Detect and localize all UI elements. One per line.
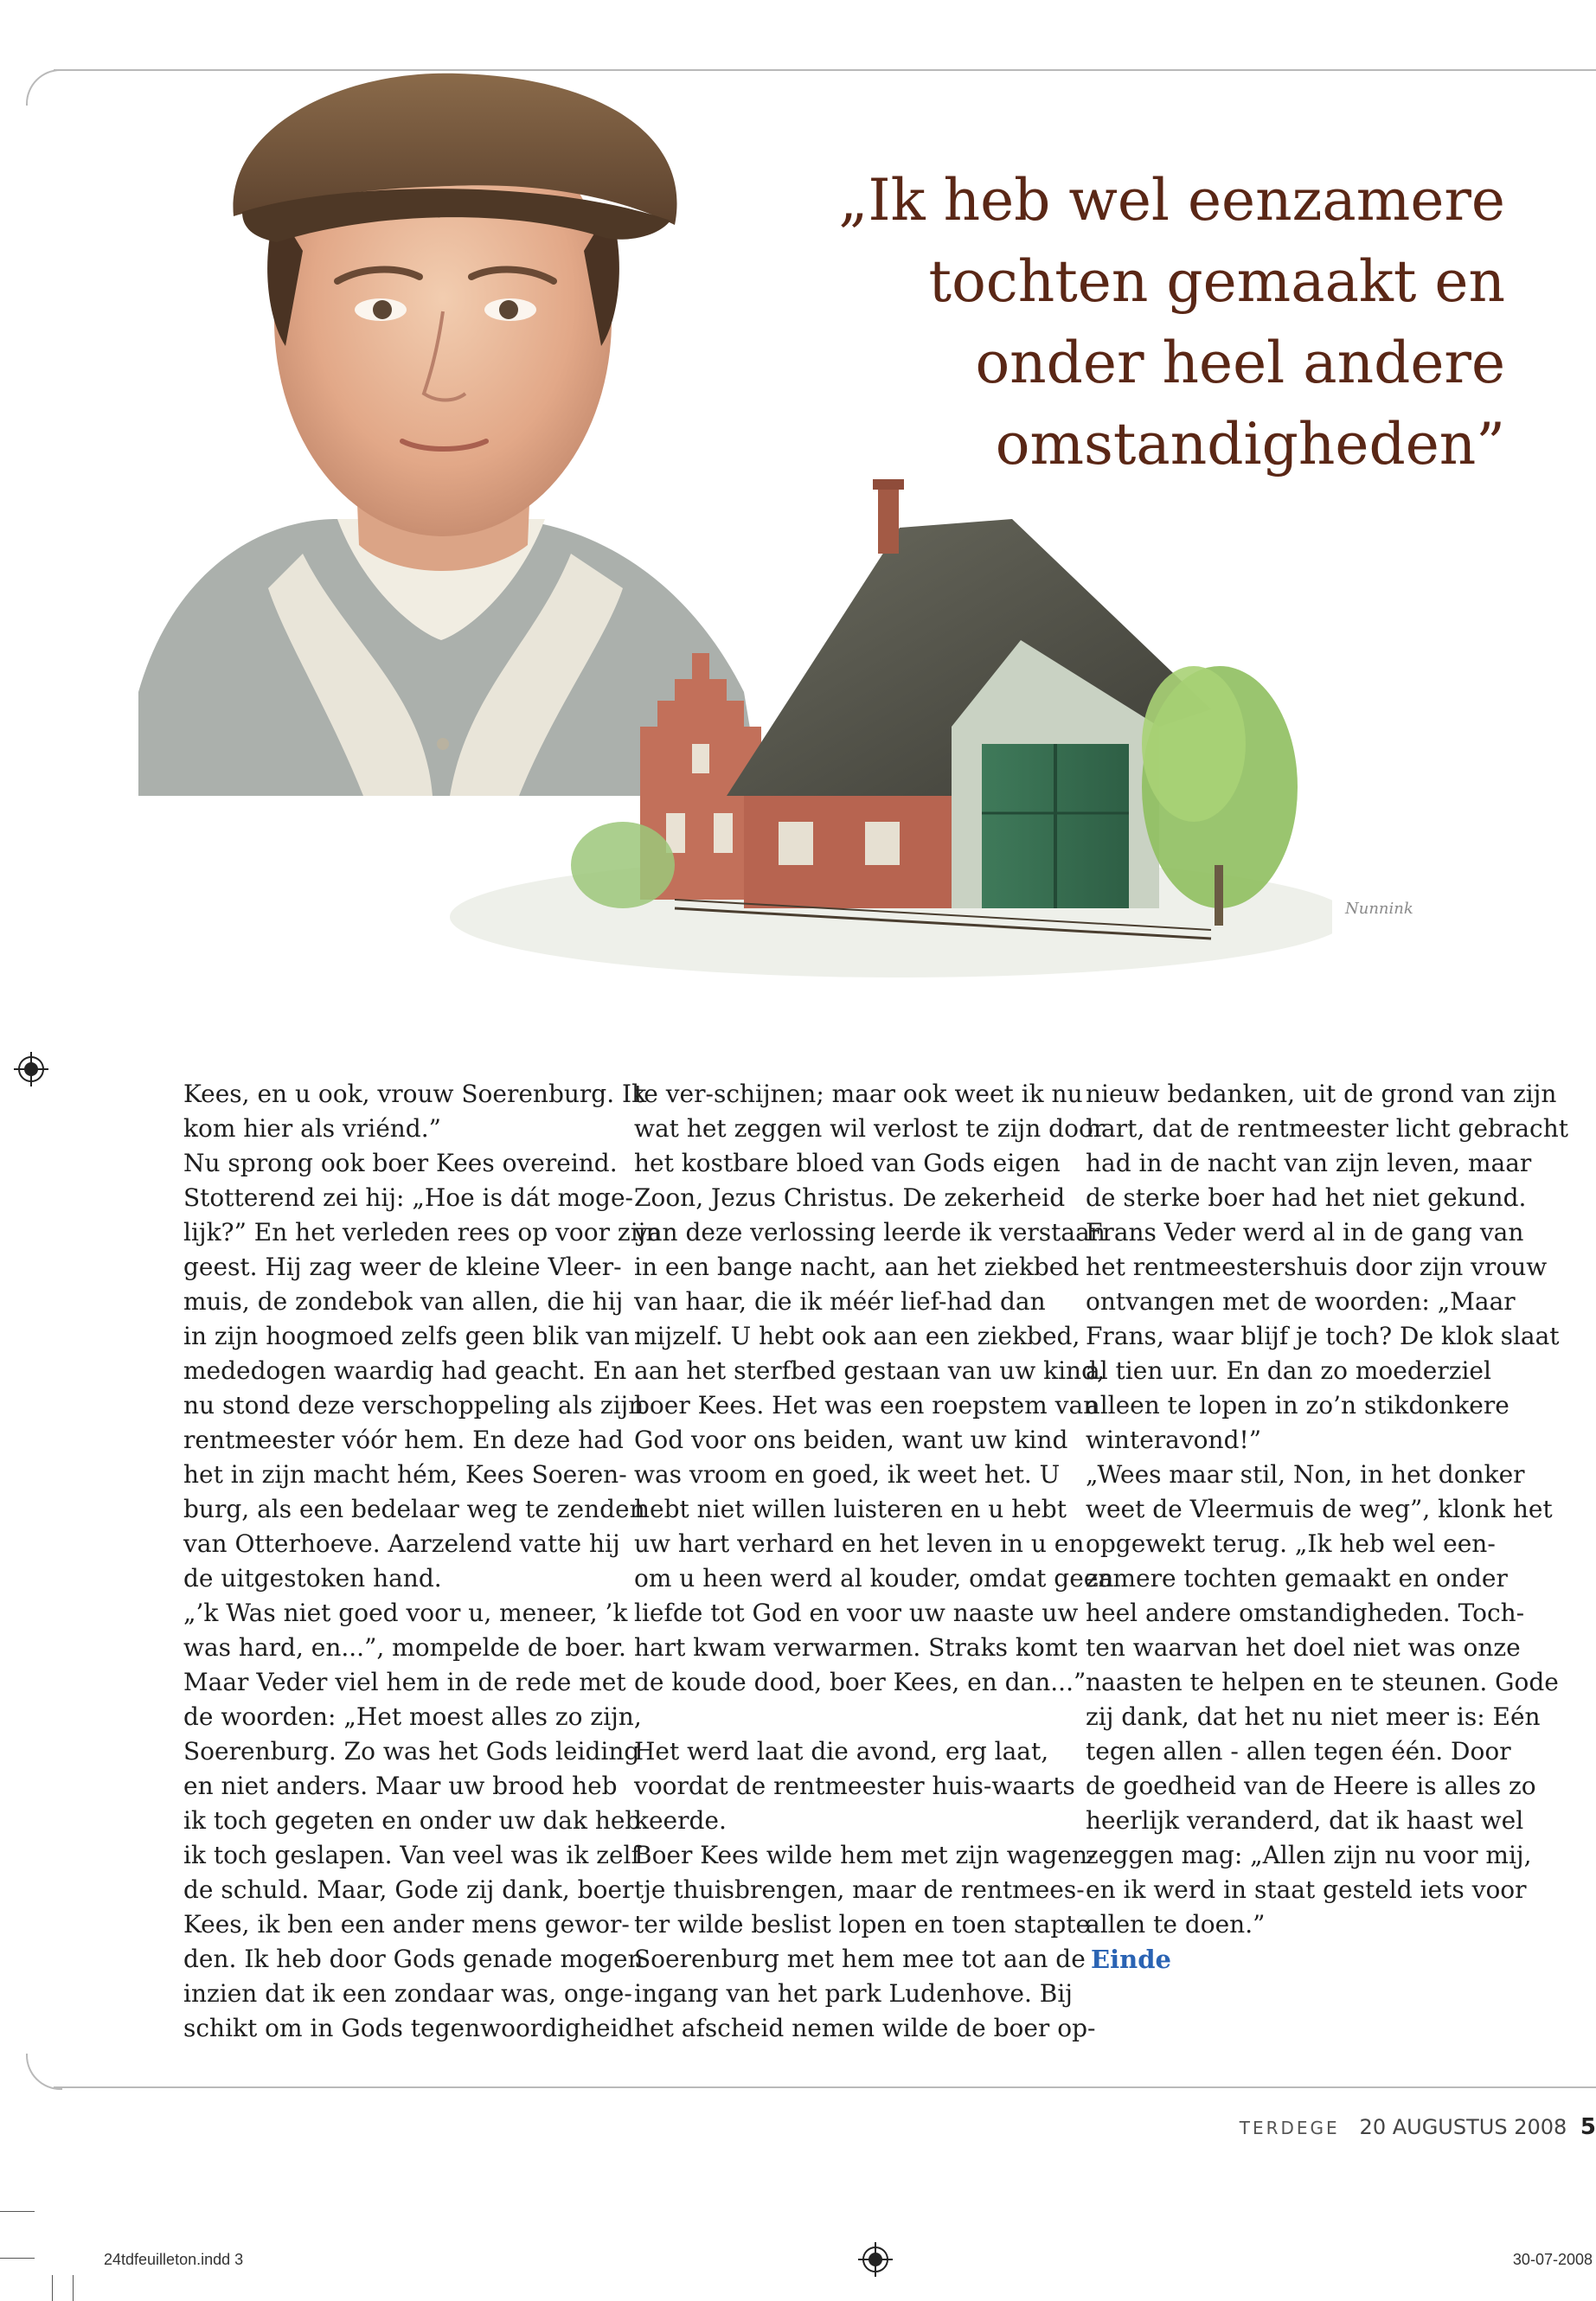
- body-line: kom hier als vriénd.”: [183, 1114, 441, 1143]
- body-line: de schuld. Maar, Gode zij dank, boer: [183, 1875, 634, 1904]
- body-line: tje thuisbrengen, maar de rentmees-: [634, 1875, 1085, 1904]
- body-line: alleen te lopen in zo’n stikdonkere: [1086, 1391, 1509, 1420]
- end-marker: Einde: [1091, 1945, 1171, 1974]
- pull-quote: [727, 160, 1505, 485]
- magazine-name: TERDEGE: [1239, 2118, 1340, 2138]
- body-line: ik toch gegeten en onder uw dak heb: [183, 1806, 641, 1835]
- artist-signature: Nunnink: [1345, 900, 1413, 918]
- body-line: aan het sterfbed gestaan van uw kind,: [634, 1356, 1105, 1385]
- body-line: voordat de rentmeester huis-waarts: [634, 1772, 1075, 1800]
- registration-mark-icon: [858, 2242, 893, 2277]
- body-line: liefde tot God en voor uw naaste uw: [634, 1599, 1079, 1627]
- body-line: Soerenburg. Zo was het Gods leiding: [183, 1737, 640, 1766]
- body-line: was vroom en goed, ik weet het. U: [634, 1460, 1061, 1489]
- bottom-rule: [54, 2086, 1596, 2088]
- body-line: weet de Vleermuis de weg”, klonk het: [1086, 1495, 1553, 1523]
- body-line: zeggen mag: „Allen zijn nu voor mij,: [1086, 1841, 1532, 1869]
- crop-mark: [0, 2258, 35, 2259]
- body-line: het rentmeestershuis door zijn vrouw: [1086, 1253, 1548, 1281]
- body-line: God voor ons beiden, want uw kind: [634, 1426, 1068, 1454]
- body-line: Boer Kees wilde hem met zijn wagen-: [634, 1841, 1096, 1869]
- body-line: ontvangen met de woorden: „Maar: [1086, 1287, 1516, 1316]
- body-line: de goedheid van de Heere is alles zo: [1086, 1772, 1536, 1800]
- body-line: om u heen werd al kouder, omdat geen: [634, 1564, 1114, 1593]
- top-rule-curve: [26, 69, 62, 106]
- body-line: heerlijk veranderd, dat ik haast wel: [1086, 1806, 1524, 1835]
- body-line: ingang van het park Ludenhove. Bij: [634, 1979, 1073, 2008]
- body-line: de uitgestoken hand.: [183, 1564, 442, 1593]
- body-line: ik toch geslapen. Van veel was ik zelf: [183, 1841, 640, 1869]
- crop-mark: [0, 2211, 35, 2212]
- body-line: schikt om in Gods tegenwoordigheid: [183, 2014, 634, 2042]
- slug-filename: 24tdfeuilleton.indd 3: [104, 2251, 244, 2268]
- body-line: wat het zeggen wil verlost te zijn door: [634, 1114, 1106, 1143]
- body-line: ter wilde beslist lopen en toen stapte: [634, 1910, 1091, 1939]
- body-line: tegen allen - allen tegen één. Door: [1086, 1737, 1511, 1766]
- body-line: het kostbare bloed van Gods eigen: [634, 1149, 1061, 1177]
- body-line: de woorden: „Het moest alles zo zijn,: [183, 1702, 642, 1731]
- body-line: Maar Veder viel hem in de rede met: [183, 1668, 626, 1696]
- body-line: Frans, waar blijf je toch? De klok slaat: [1086, 1322, 1560, 1350]
- body-line: allen te doen.”: [1086, 1910, 1266, 1939]
- body-line: de sterke boer had het niet gekund.: [1086, 1183, 1527, 1212]
- body-line: had in de nacht van zijn leven, maar: [1086, 1149, 1532, 1177]
- body-line: burg, als een bedelaar weg te zenden: [183, 1495, 645, 1523]
- bottom-rule-curve: [26, 2054, 62, 2090]
- text-column-2: [634, 1077, 1114, 2046]
- body-line: ten waarvan het doel niet was onze: [1086, 1633, 1521, 1662]
- body-line: uw hart verhard en het leven in u en: [634, 1529, 1085, 1558]
- body-line: „Wees maar stil, Non, in het donker: [1086, 1460, 1525, 1489]
- body-line: naasten te helpen en te steunen. Gode: [1086, 1668, 1559, 1696]
- body-line: zij dank, dat het nu niet meer is: Eén: [1086, 1702, 1541, 1731]
- body-line: het in zijn macht hém, Kees Soeren-: [183, 1460, 627, 1489]
- crop-mark: [52, 2275, 53, 2301]
- body-line: in zijn hoogmoed zelfs geen blik van: [183, 1322, 630, 1350]
- body-line: nieuw bedanken, uit de grond van zijn: [1086, 1080, 1557, 1108]
- body-line: in een bange nacht, aan het ziekbed: [634, 1253, 1080, 1281]
- body-line: de koude dood, boer Kees, en dan...”: [634, 1668, 1086, 1696]
- body-line: zamere tochten gemaakt en onder: [1086, 1564, 1508, 1593]
- page-number: 5: [1580, 2114, 1596, 2140]
- text-column-1: [183, 1077, 662, 2046]
- pull-quote-line: „Ik heb wel eenzamere: [838, 167, 1505, 234]
- body-line: Zoon, Jezus Christus. De zekerheid: [634, 1183, 1066, 1212]
- body-line: opgewekt terug. „Ik heb wel een-: [1086, 1529, 1496, 1558]
- body-line: van haar, die ik méér lief-had dan: [634, 1287, 1046, 1316]
- body-line: mijzelf. U hebt ook aan een ziekbed,: [634, 1322, 1080, 1350]
- body-line: Soerenburg met hem mee tot aan de: [634, 1945, 1086, 1973]
- body-line: nu stond deze verschoppeling als zijn: [183, 1391, 644, 1420]
- body-line: heel andere omstandigheden. Toch-: [1086, 1599, 1525, 1627]
- body-line: Frans Veder werd al in de gang van: [1086, 1218, 1524, 1247]
- body-line: van Otterhoeve. Aarzelend vatte hij: [183, 1529, 620, 1558]
- body-line: boer Kees. Het was een roepstem van: [634, 1391, 1099, 1420]
- portrait: [138, 74, 761, 796]
- body-line: Kees, en u ook, vrouw Soerenburg. Ik: [183, 1080, 647, 1108]
- body-line: hart, dat de rentmeester licht gebracht: [1086, 1114, 1568, 1143]
- body-line: en niet anders. Maar uw brood heb: [183, 1772, 618, 1800]
- registration-mark-icon: [14, 1052, 48, 1086]
- body-line: den. Ik heb door Gods genade mogen: [183, 1945, 644, 1973]
- body-line: hart kwam verwarmen. Straks komt: [634, 1633, 1078, 1662]
- body-line: keerde.: [634, 1806, 727, 1835]
- body-line: van deze verlossing leerde ik verstaan: [634, 1218, 1106, 1247]
- text-column-3: [1086, 1077, 1568, 1977]
- issue-date: 20 AUGUSTUS 2008: [1359, 2115, 1567, 2139]
- slug-date: 30-07-2008: [1512, 2251, 1593, 2268]
- body-line: al tien uur. En dan zo moederziel: [1086, 1356, 1491, 1385]
- paragraph-gap: [634, 1700, 1084, 1734]
- body-line: Het werd laat die avond, erg laat,: [634, 1737, 1049, 1766]
- body-line: hebt niet willen luisteren en u hebt: [634, 1495, 1067, 1523]
- folio: [1240, 2114, 1596, 2140]
- pull-quote-line: tochten gemaakt en: [928, 248, 1505, 315]
- body-line: was hard, en...”, mompelde de boer.: [183, 1633, 626, 1662]
- body-line: het afscheid nemen wilde de boer op-: [634, 2014, 1096, 2042]
- body-line: inzien dat ik een zondaar was, onge-: [183, 1979, 632, 2008]
- body-line: „’k Was niet goed voor u, meneer, ’k: [183, 1599, 628, 1627]
- body-line: Kees, ik ben een ander mens gewor-: [183, 1910, 630, 1939]
- body-line: geest. Hij zag weer de kleine Vleer-: [183, 1253, 622, 1281]
- body-line: en ik werd in staat gesteld iets voor: [1086, 1875, 1527, 1904]
- body-line: rentmeester vóór hem. En deze had: [183, 1426, 624, 1454]
- body-line: Nu sprong ook boer Kees overeind.: [183, 1149, 618, 1177]
- body-line: te ver-schijnen; maar ook weet ik nu: [634, 1080, 1083, 1108]
- crop-mark: [73, 2275, 74, 2301]
- body-line: muis, de zondebok van allen, die hij: [183, 1287, 624, 1316]
- body-line: winteravond!”: [1086, 1426, 1262, 1454]
- body-line: lijk?” En het verleden rees op voor zijn: [183, 1218, 662, 1247]
- body-line: Stotterend zei hij: „Hoe is dát moge-: [183, 1183, 633, 1212]
- body-line: mededogen waardig had geacht. En: [183, 1356, 627, 1385]
- pull-quote-line: omstandigheden”: [995, 411, 1505, 478]
- pull-quote-line: onder heel andere: [975, 330, 1505, 396]
